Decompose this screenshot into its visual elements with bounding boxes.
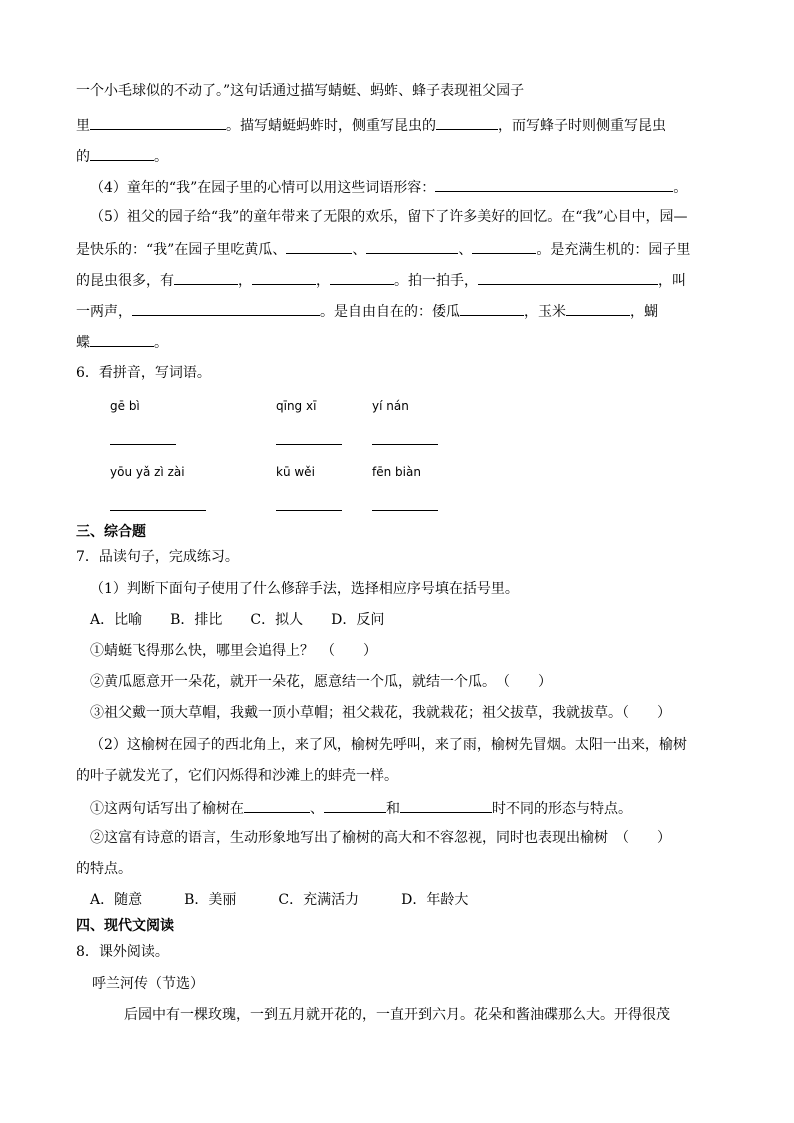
pinyin-1: gē bì [110,399,140,413]
q5-text: ，蝴 [630,304,658,320]
q5-text: 的昆虫很多，有 [76,273,174,289]
answer-blank[interactable] [252,270,316,285]
answer-blank[interactable] [460,301,524,316]
q7-part2-item-1 [90,798,632,818]
q5-text: ，玉米 [524,304,566,320]
answer-blank[interactable] [132,301,320,316]
section-4-heading: 四、现代文阅读 [76,918,174,934]
answer-blank[interactable] [400,798,492,813]
answer-blank[interactable] [90,146,154,161]
q5-text: 。 [154,149,168,165]
q5-text: 。 [154,335,168,351]
q5-text: ， [238,273,252,289]
q7-part1-instruction: （1）判断下面句子使用了什么修辞手法，选择相应序号填在括号里。 [90,581,519,597]
word-answer-line-6[interactable] [372,510,438,511]
answer-blank[interactable] [472,239,536,254]
q7-text: ①这两句话写出了榆树在 [90,801,244,817]
passage-title: 呼兰河传（节选） [92,976,204,992]
q5-text: 里 [76,118,90,134]
q7-item-2: ②黄瓜愿意开一朵花，就开一朵花，愿意结一个瓜，就结一个瓜。 （ ） [90,674,552,690]
answer-blank[interactable] [286,239,352,254]
answer-blank[interactable] [435,177,673,192]
q5-text: （4）童年的“我”在园子里的心情可以用这些词语形容： [90,180,436,196]
q5-text: 、 [352,242,367,258]
q7-part2-line-1: （2）这榆树在园子的西北角上，来了风，榆树先呼叫，来了雨，榆树先冒烟。太阳一出来，榆树 [90,737,687,753]
q7-part2-item-2-cont: 的特点。 [76,861,132,877]
answer-blank[interactable] [324,798,386,813]
answer-blank[interactable] [478,270,658,285]
q7-title: 7．品读句子，完成练习。 [76,549,239,565]
word-answer-line-1[interactable] [110,444,176,445]
q7-item-1: ①蜻蜓飞得那么快，哪里会追得上？ （ ） [90,643,377,659]
q5-text: 。 [673,180,688,196]
answer-blank[interactable] [244,798,310,813]
q7-item-3: ③祖父戴一顶大草帽，我戴一顶小草帽；祖父栽花，我就栽花；祖父拔草，我就拔草。（ ） [90,705,671,721]
q5-sub5-line-2 [76,239,690,259]
q7-part1-options: A．比喻 B．排比 C．拟人 D．反问 [90,612,385,628]
q5-text: ，叫 [658,273,686,289]
q7-part2-item-2: ②这富有诗意的语言，生动形象地写出了榆树的高大和不容忽视，同时也表现出榆树 （ ） [90,830,671,846]
answer-blank[interactable] [90,332,154,347]
pinyin-6: fēn biàn [372,465,421,479]
answer-blank[interactable] [566,301,630,316]
q5-text: 。是充满生机的：园子里 [536,242,691,258]
word-answer-line-2[interactable] [276,444,342,445]
q5-line-2 [76,115,666,135]
pinyin-4: yōu yǎ zì zài [110,465,185,479]
q7-part2-line-2: 的叶子就发光了，它们闪烁得和沙滩上的蚌壳一样。 [76,768,398,784]
q5-text: 蝶 [76,335,90,351]
q5-text: 是快乐的：“我”在园子里吃黄瓜、 [76,242,287,258]
q7-text: 和 [386,801,400,817]
word-answer-line-3[interactable] [372,444,438,445]
answer-blank[interactable] [174,270,238,285]
q5-text: 的 [76,149,90,165]
q5-text: 。描写蜻蜓蚂蚱时，侧重写昆虫的 [226,118,436,134]
q5-text: 。拍一拍手， [394,273,478,289]
pinyin-2: qīng xī [276,399,317,413]
q5-text: ， [316,273,330,289]
q7-text: 时不同的形态与特点。 [492,801,632,817]
q6-title: 6．看拼音，写词语。 [76,365,211,381]
q7-part2-options: A．随意 B．美丽 C．充满活力 D．年龄大 [90,892,469,908]
answer-blank[interactable] [366,239,458,254]
q5-sub4 [90,177,687,197]
answer-blank[interactable] [330,270,394,285]
q5-text: 、 [458,242,473,258]
q5-text: ，而写蜂子时则侧重写昆虫 [498,118,666,134]
q5-sub5-line-1: （5）祖父的园子给“我”的童年带来了无限的欢乐，留下了许多美好的回忆。在“我”心目中，园— [90,209,688,225]
q5-line-3 [76,146,168,166]
word-answer-line-4[interactable] [110,510,206,511]
q7-text: 、 [310,801,324,817]
answer-blank[interactable] [90,115,226,130]
q5-text: 。是自由自在的：倭瓜 [320,304,460,320]
passage-text: 后园中有一棵玫瑰，一到五月就开花的，一直开到六月。花朵和酱油碟那么大。开得很茂 [124,1007,670,1023]
q5-text: 一两声， [76,304,132,320]
q5-sub5-line-3 [76,270,686,290]
q5-line-1: 一个小毛球似的不动了。”这句话通过描写蜻蜓、蚂蚱、蜂子表现祖父园子 [76,83,525,99]
pinyin-3: yí nán [372,399,409,413]
answer-blank[interactable] [436,115,498,130]
q5-sub5-line-4 [76,301,658,321]
section-3-heading: 三、综合题 [76,524,146,540]
pinyin-5: kū wěi [276,465,315,479]
q5-sub5-line-5 [76,332,168,352]
word-answer-line-5[interactable] [276,510,342,511]
q8-title: 8．课外阅读。 [76,944,169,960]
